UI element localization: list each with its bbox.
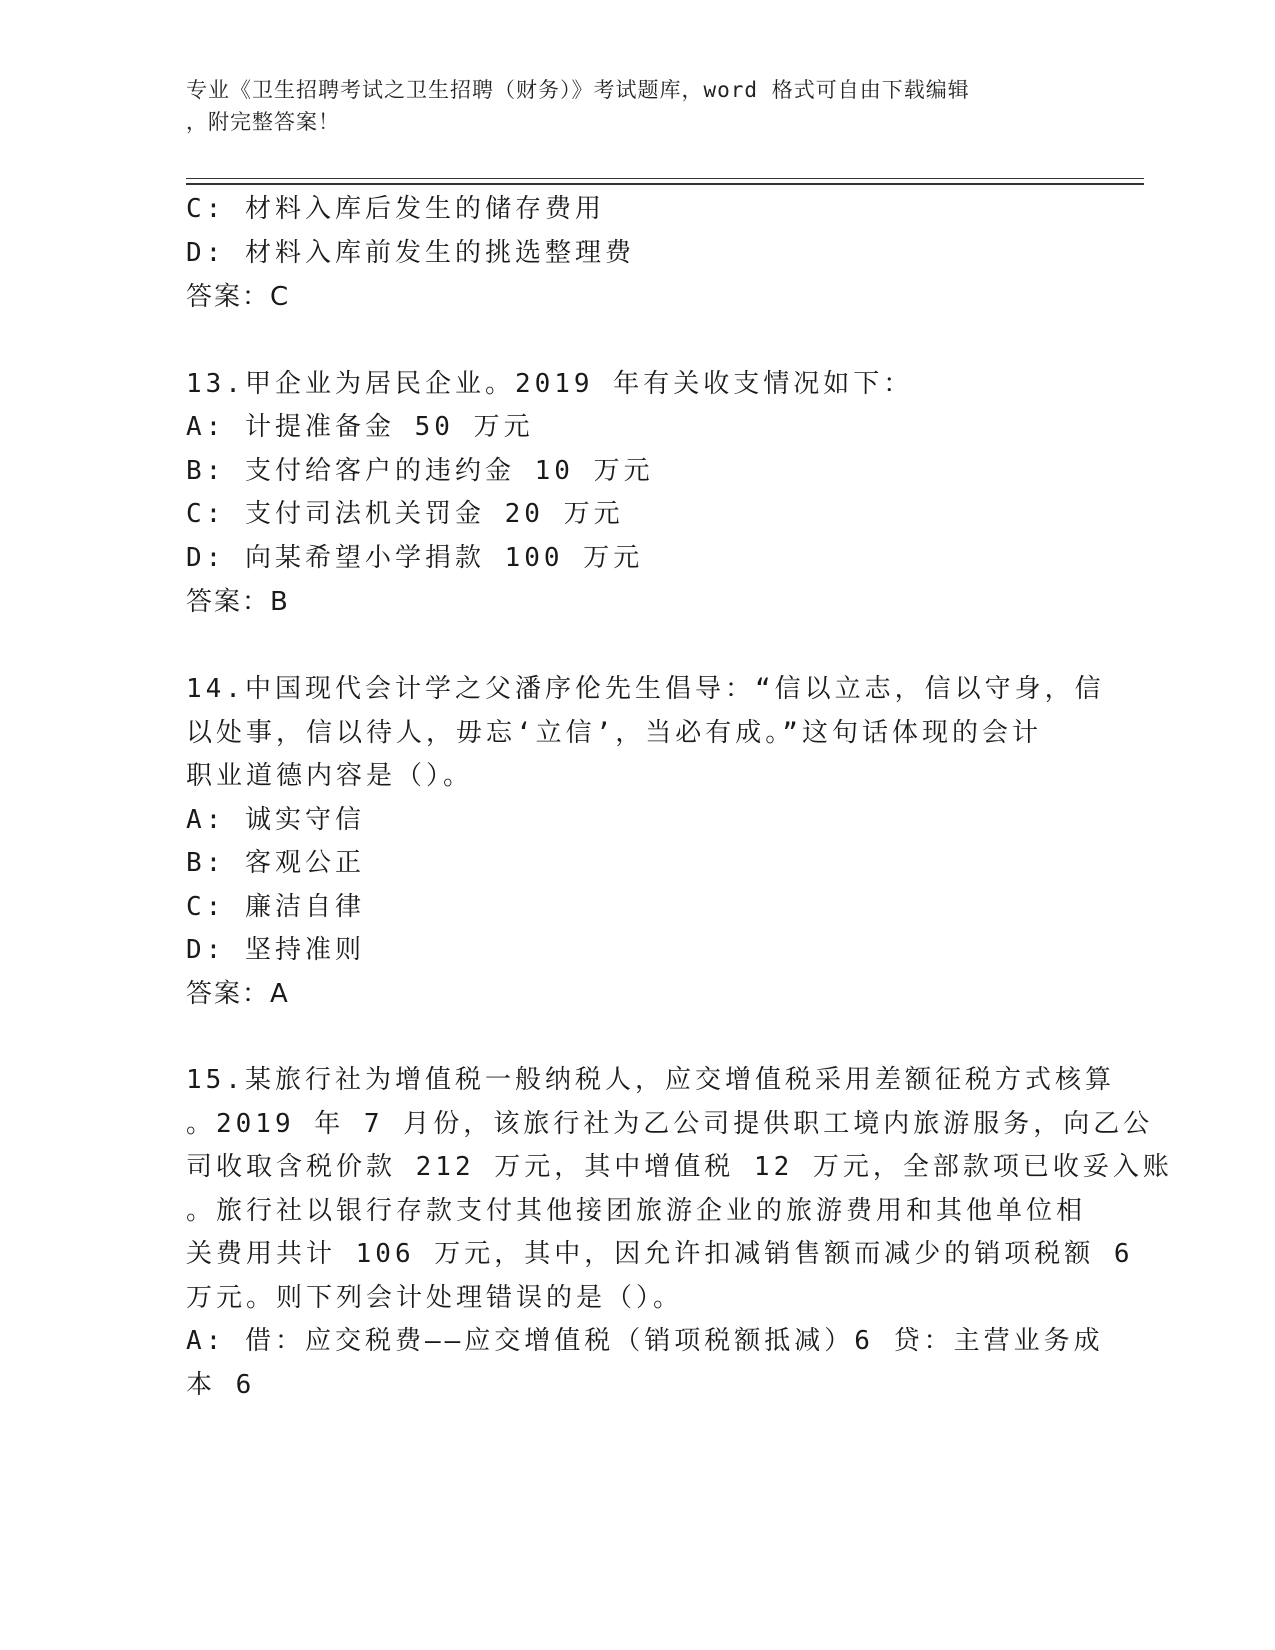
q15-stem-line-2: 。2019 年 7 月份，该旅行社为乙公司提供职工境内旅游服务，向乙公: [186, 1109, 1154, 1139]
q12-option-c: C: 材料入库后发生的储存费用: [186, 194, 605, 224]
q12-option-d: D: 材料入库前发生的挑选整理费: [186, 238, 635, 268]
header-divider-thick: [186, 183, 1144, 185]
q12-answer: 答案：C: [186, 282, 291, 312]
q13-stem: 13.甲企业为居民企业。2019 年有关收支情况如下：: [186, 369, 914, 399]
q14-option-b: B: 客观公正: [186, 848, 365, 878]
q13-option-a: A: 计提准备金 50 万元: [186, 412, 534, 442]
header-line-2: ，附完整答案！: [186, 110, 340, 134]
page-header: [186, 74, 1066, 138]
header-divider-thin: [186, 178, 1144, 179]
q14-stem-line-1: 14.中国现代会计学之父潘序伦先生倡导：“信以立志，信以守身，信: [186, 674, 1105, 704]
q15-option-a-line-1: A: 借：应交税费——应交增值税（销项税额抵减）6 贷：主营业务成: [186, 1326, 1104, 1356]
q14-option-a: A: 诚实守信: [186, 805, 365, 835]
q13-option-b: B: 支付给客户的违约金 10 万元: [186, 456, 654, 486]
q15-stem-line-1: 15.某旅行社为增值税一般纳税人，应交增值税采用差额征税方式核算: [186, 1065, 1115, 1095]
q15-option-a-line-2: 本 6: [186, 1370, 256, 1400]
q14-answer: 答案：A: [186, 979, 290, 1009]
q13-option-d: D: 向某希望小学捐款 100 万元: [186, 543, 644, 573]
q15-stem-line-5: 关费用共计 106 万元，其中，因允许扣减销售额而减少的销项税额 6: [186, 1239, 1134, 1269]
q13-option-c: C: 支付司法机关罚金 20 万元: [186, 499, 624, 529]
q15-stem-line-6: 万元。则下列会计处理错误的是（）。: [186, 1283, 684, 1313]
q13-answer: 答案：B: [186, 587, 290, 617]
q14-stem-line-2: 以处事，信以待人，毋忘‘立信’，当必有成。”这句话体现的会计: [186, 718, 1042, 748]
header-line-1: 专业《卫生招聘考试之卫生招聘（财务）》考试题库，word 格式可自由下载编辑: [186, 78, 970, 102]
q14-option-d: D: 坚持准则: [186, 935, 365, 965]
q14-option-c: C: 廉洁自律: [186, 892, 365, 922]
q14-stem-line-3: 职业道德内容是（）。: [186, 761, 474, 791]
q15-stem-line-4: 。旅行社以银行存款支付其他接团旅游企业的旅游费用和其他单位相: [186, 1196, 1087, 1226]
q15-stem-line-3: 司收取含税价款 212 万元，其中增值税 12 万元，全部款项已收妥入账: [186, 1152, 1173, 1182]
